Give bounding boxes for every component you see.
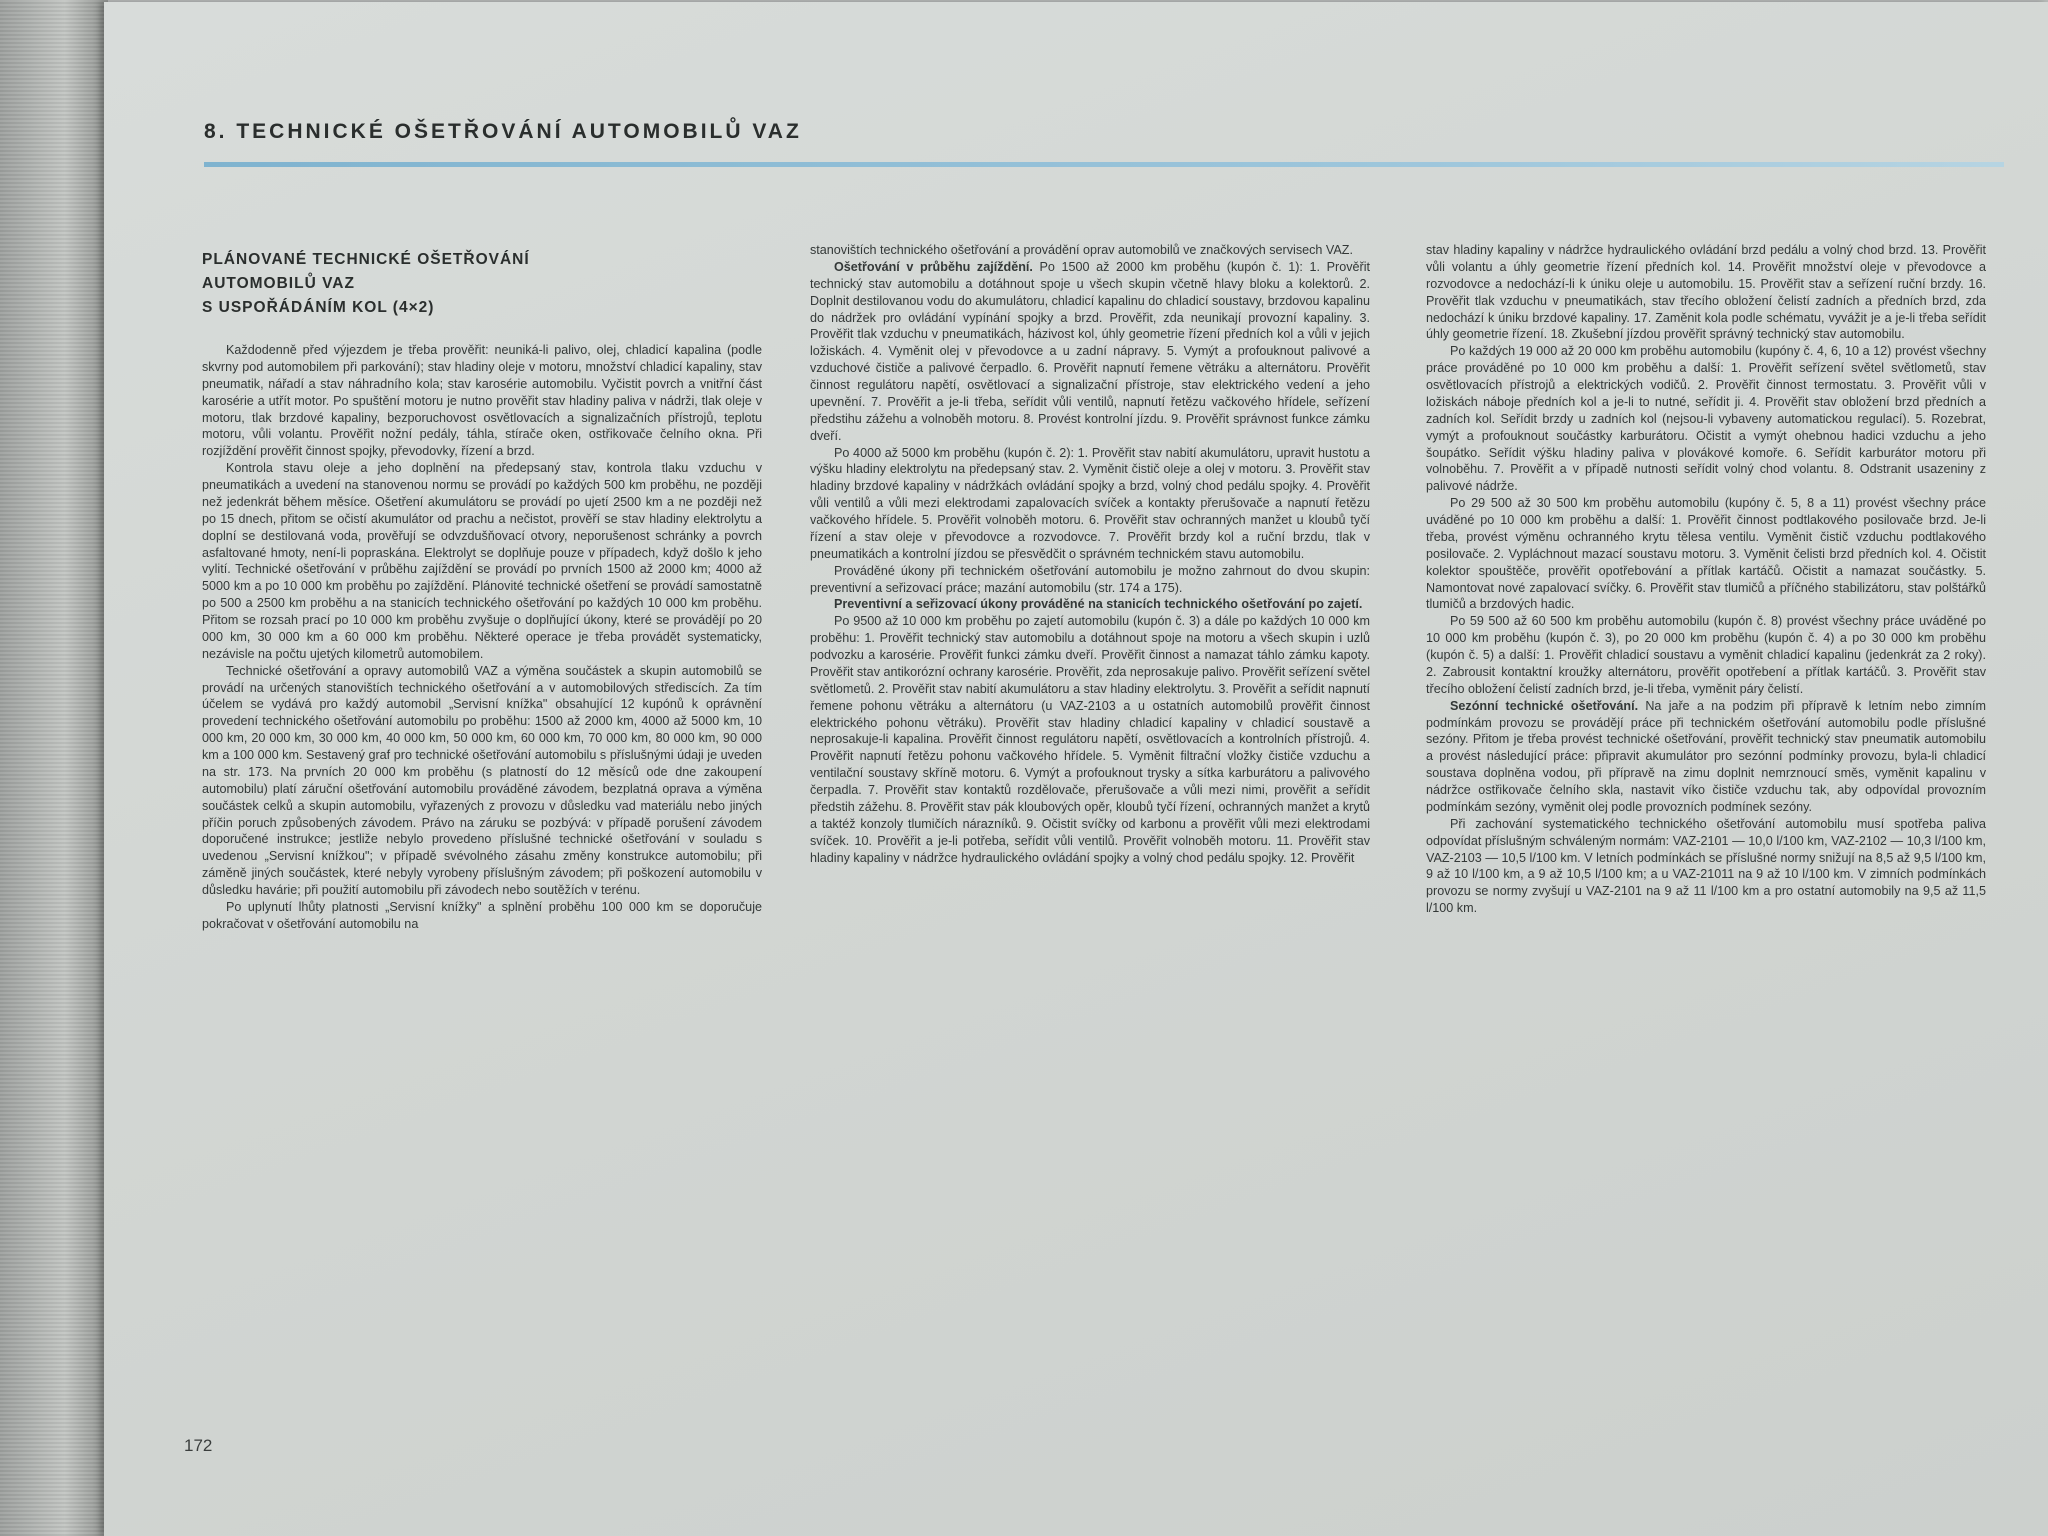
paragraph: stanovištích technického ošetřování a provádění oprav automobilů ve značkových servisech VAZ. xyxy=(810,243,1353,257)
section-title xyxy=(202,248,762,320)
paragraph: Po uplynutí lhůty platnosti „Servisní knížky" a splnění proběhu 100 000 km se doporučuje pokračovat v ošetřování automobilu na xyxy=(202,899,762,931)
paragraph: Kontrola stavu oleje a jeho doplnění na předepsaný stav, kontrola tlaku vzduchu v pneumatikách a uvedení na stanovenou normu se provádí po každých 500 km proběhu, ne později než jedenkrát během měsíce. Ošetření akumulátoru se provádí po ujetí 2500 km a ne později než po 15 dnech, přitom se očistí akumulátor od prachu a nečistot, prověří se stav hladiny elektrolytu a doplní se destilovaná voda, prověřují se odvzdušňovací otvory, neporušenost schránky a povrch asfaltované hmoty, není-li popraskána. Elektrolyt se doplňuje pouze v případech, když došlo k jeho vylití. Technické ošetřování v průběhu zajíždění se provádí po prvních 1500 až 2000 km; 4000 až 5000 km a po 10 000 km proběhu po zajíždění. Plánovité technické ošetření se provádí samostatně po 500 a 2500 km proběhu a na stanicích technického ošetřování po každých 10 000 km proběhu. Přitom se rozsah prací po 10 000 km proběhu zvyšuje o doplňující úkony, které se provádějí po 20 000 km, 30 000 km a 60 000 km proběhu. Některé operace je třeba provádět systematicky, nezávisle na počtu ujetých kilometrů automobilem. xyxy=(202,461,762,661)
paragraph-text: Po 1500 až 2000 km proběhu (kupón č. 1): 1. Prověřit technický stav automobilu a dotáhnout spoje u všech skupin včetně hlavy bloku a kolektorů. 2. Doplnit destilovanou vodu do akumulátoru, chladicí kapalinu do chladicí soustavy, brzdovou kapalinu do nádržek pro ovládání vypínání spojky a brzd. Prověřit, zda neunikají provozní kapaliny. 3. Prověřit tlak vzduchu v pneumatikách, házivost kol, úhly geometrie řízení předních kol a vůli v jejich ložiskách. 4. Vyměnit olej v převodovce a u zadní nápravy. 5. Vymýt a profouknout palivové a vzduchové čističe a palivové čerpadlo. 6. Prověřit napnutí řemene větráku a alternátoru. Prověřit činnost regulátoru napětí, osvětlovací a signalizační přístroje, stav elektrického vedení a jeho upevnění. 7. Prověřit a je-li třeba, seřídit vůli ventilů, napnutí řetězu vačkového hřídele, seřízení předstihu zážehu a volnoběh motoru. 8. Provést kontrolní jízdu. 9. Prověřit správnost funkce zámku dveří. xyxy=(810,259,1370,443)
book-binding xyxy=(0,0,108,1536)
paragraph: Po 9500 až 10 000 km proběhu po zajetí automobilu (kupón č. 3) a dále po každých 10 000 km proběhu: 1. Prověřit technický stav automobilu a dotáhnout spoje na motoru a všech skupin i uzlů podvozku a karosérie. Prověřit funkci zámku dveří. Prověřit činnost a namazat táhlo zámku kapoty. Prověřit stav antikorózní ochrany karosérie. Prověřit, zda neprosakuje palivo. Prověřit seřízení světel světlometů. 2. Prověřit stav nabití akumulátoru a stav hladiny elektrolytu. 3. Prověřit a seřídit napnutí řemene pohonu větráku a alternátoru (u VAZ-2103 a u ostatních automobilů prověřit činnost elektrického pohonu větráku). Prověřit stav hladiny chladicí kapaliny v chladicí soustavě a neprosakuje-li kapalina. Prověřit činnost regulátoru napětí, osvětlovacích a kontrolních přístrojů. 4. Prověřit napnutí řetězu pohonu vačkového hřídele. 5. Vyměnit filtrační vložky čističe vzduchu a ventilační soustavy skříně motoru. 6. Vymýt a profouknout trysky a sítka karburátoru a palivového čerpadla. 7. Prověřit stav kontaktů rozdělovače, přerušovače a vůli mezi nimi, prověřit a seřídit předstih zážehu. 8. Prověřit stav pák kloubových opěr, kloubů tyčí řízení, ochranných manžet a krytů a taktéž konzoly tlumičích nárazníků. 9. Očistit svíčky od karbonu a prověřit vůli mezi elektrodami svíček. 10. Prověřit a je-li potřeba, seřídit vůli ventilů. Prověřit volnoběh motoru. 11. Prověřit stav hladiny kapaliny v nádržce hydraulického ovládání spojky a volný chod pedálu spojky. 12. Prověřit xyxy=(810,614,1370,865)
paragraph xyxy=(1426,698,1986,816)
paragraph xyxy=(810,259,1370,445)
text-column-1 xyxy=(202,242,762,933)
paragraph-text: Na jaře a na podzim při přípravě k letním nebo zimním podmínkám provozu se provádějí práce při technickém ošetřování automobilu podle příslušné sezóny. Přitom je třeba provést technické ošetřování, prověřit technický stav pneumatik automobilu a provést následující práce: připravit akumulátor pro sezónní podmínky provozu, byla-li chladicí soustava doplněna vodou, při přípravě na zimu doplnit nemrznoucí směs, vyměnit kapalinu v nádržce ostřikovače čelního skla, nastavit víko čističe vzduchu tak, aby odpovídal provozním podmínkám sezóny, vyměnit olej podle provozních podmínek sezóny. xyxy=(1426,698,1986,814)
paragraph: Po 4000 až 5000 km proběhu (kupón č. 2): 1. Prověřit stav nabití akumulátoru, upravit hustotu a výšku hladiny elektrolytu na předepsaný stav. 2. Vyměnit čistič oleje a olej v motoru. 3. Prověřit stav hladiny brzdové kapaliny v nádržkách ovládání spojky a brzd, volný chod pedálu spojky. 4. Prověřit vůli ventilů a vůli mezi elektrodami zapalovacích svíček a kontakty přerušovače a napnutí řetězu vačkového hřídele. 5. Prověřit volnoběh motoru. 6. Prověřit stav ochranných manžet u kloubů tyčí řízení a stav oleje v převodovce a rozvodovce. 7. Prověřit brzdy kol a ruční brzdu, tlak v pneumatikách a kontrolní jízdou se přesvědčit o správném technickém stavu automobilu. xyxy=(810,445,1370,561)
text-column-2 xyxy=(810,242,1370,866)
paragraph: Každodenně před výjezdem je třeba prověřit: neuniká-li palivo, olej, chladicí kapalina (podle skvrny pod automobilem při parkování); stav hladiny oleje v motoru, množství chladicí kapaliny, stav pneumatik, nářadí a stav náhradního kola; stav karosérie automobilu. Vyčistit povrch a vnitřní část karosérie a utřít motor. Po spuštění motoru je nutno prověřit stav hladiny paliva v nádrži, tlak oleje v motoru, tlak brzdové kapaliny, bezporuchovost osvětlovacích a signalizačních přístrojů, teplotu motoru, vůli volantu. Prověřit nožní pedály, táhla, stírače oken, ostřikovače čelního okna. Při rozjíždění prověřit činnost spojky, převodovky, řízení a brzd. xyxy=(202,343,762,459)
section-title-line-3: S USPOŘÁDÁNÍM KOL (4×2) xyxy=(202,299,435,317)
subheading: Ošetřování v průběhu zajíždění. xyxy=(834,259,1033,274)
paragraph: Prováděné úkony při technickém ošetřování automobilu je možno zahrnout do dvou skupin: preventivní a seřizovací práce; mazání automobilu (str. 174 a 175). xyxy=(810,563,1370,595)
paragraph: Technické ošetřování a opravy automobilů VAZ a výměna součástek a skupin automobilů se provádí na určených stanovištích technického ošetřování a v automobilových střediscích. Za tím účelem se vydává pro každý automobil „Servisní knížka" obsahující 12 kupónů k oprávnění provedení technického ošetřování automobilu po proběhu: 1500 až 2000 km, 4000 až 5000 km, 10 000 km, 20 000 km, 30 000 km, 40 000 km, 50 000 km, 60 000 km, 70 000 km, 80 000 km, 90 000 km a 100 000 km. Sestavený graf pro technické ošetřování automobilu s příslušnými údaji je uveden na str. 173. Na prvních 20 000 km proběhu (s platností do 12 měsíců ode dne zakoupení automobilu) platí záruční ošetřování automobilu prováděné závodem, bezplatná oprava a výměna součástek celků a skupin automobilu, vyřazených z provozu v důsledku vad materiálu nebo jiných příčin poruch způsobených závodem. Právo na záruku se pozbývá: v případě porušení závodem doporučené instrukce; jestliže nebylo provedeno příslušné technické ošetřování v souladu s uvedenou „Servisní knížkou"; v případě svévolného zásahu změny konstrukce automobilu; při záměně jiných součástek, které nebyly vyrobeny příslušným závodem; při poškození automobilu v důsledku havárie; při použití automobilu při závodech nebo soutěžích v terénu. xyxy=(202,663,762,898)
section-title-line-1: PLÁNOVANÉ TECHNICKÉ OŠETŘOVÁNÍ xyxy=(202,251,530,268)
paragraph: Při zachování systematického technického ošetřování automobilu musí spotřeba paliva odpovídat příslušným schváleným normám: VAZ-2101 — 10,0 l/100 km, VAZ-2102 — 10,3 l/100 km, VAZ-2103 — 10,5 l/100 km. V letních podmínkách se příslušné normy snižují na 8,5 až 9,5 l/100 km, 9 až 10 l/100 km, a 9 až 10,5 l/100 km; a u VAZ-21011 na 9 až 10 l/100 km. V zimních podmínkách provozu se normy zvyšují u VAZ-2101 na 9 až 11 l/100 km a pro ostatní automobily na 9,5 až 11,5 l/100 km. xyxy=(1426,816,1986,916)
subheading: Sezónní technické ošetřování. xyxy=(1450,698,1639,713)
title-rule xyxy=(204,162,2004,167)
book-page xyxy=(104,2,2048,1536)
paragraph: stav hladiny kapaliny v nádržce hydraulického ovládání brzd pedálu a volný chod brzd. 13. Prověřit vůli volantu a úhly geometrie řízení předních kol. 14. Prověřit množství oleje v převodovce a rozvodovce a nedochází-li k úniku oleje u automobilu. 15. Prověřit stav a seřízení ruční brzdy. 16. Prověřit tlak vzduchu v pneumatikách, stav třecího obložení čelistí zadních a předních brzd, zda nedochází k úniku brzdové kapaliny. 17. Zaměnit kola podle schématu, vyvážit je a je-li třeba seřídit úhly geometrie řízení. 18. Zkušební jízdou prověřit správný technický stav automobilu. xyxy=(1426,243,1986,342)
subheading: Preventivní a seřizovací úkony prováděné na stanicích technického ošetřování po zajetí. xyxy=(834,597,1363,612)
page-number: 172 xyxy=(184,1436,213,1455)
text-column-3 xyxy=(1426,242,1986,917)
section-title-line-2: AUTOMOBILŮ VAZ xyxy=(202,275,355,293)
chapter-title: 8. TECHNICKÉ OŠETŘOVÁNÍ AUTOMOBILŮ VAZ xyxy=(204,120,802,143)
paragraph: Po každých 19 000 až 20 000 km proběhu automobilu (kupóny č. 4, 6, 10 a 12) provést všechny práce prováděné po 10 000 km proběhu a další: 1. Prověřit seřízení světel světlometů, stav osvětlovacích přístrojů a elektrických vodičů. 2. Prověřit činnost termostatu. 3. Prověřit vůli v ložiskách náboje předních kol a je-li to nutné, seřídit ji. 4. Prověřit stav obložení brzd předních a zadních kol. Seřídit brzdy u zadních kol (nejsou-li vybaveny automatickou regulací). 5. Rozebrat, vymýt a profouknout součástky karburátoru. Očistit a vymýt ohebnou hadici vzduchu a jeho šoupátko. Seřídit výšku hladiny paliva v plovákové komoře. 6. Seřídit karburátor motoru při volnoběhu. 7. Prověřit a v případě nutnosti seřídit volný chod volantu. 8. Odstranit usazeniny z palivové nádrže. xyxy=(1426,344,1986,494)
paragraph: Po 59 500 až 60 500 km proběhu automobilu (kupón č. 8) provést všechny práce uváděné po 10 000 km proběhu (kupón č. 3), po 20 000 km proběhu (kupón č. 4) a po 30 000 km proběhu (kupón č. 5) a další: 1. Prověřit chladicí soustavu a vyměnit chladicí kapalinu (jedenkrát za 2 roky). 2. Zabrousit kontaktní kroužky alternátoru, prověřit opotřebení a přítlak kartáčů. 3. Prověřit stav třecího obložení čelistí zadních brzd, je-li třeba, vyměnit páry čelistí. xyxy=(1426,614,1986,696)
paragraph: Po 29 500 až 30 500 km proběhu automobilu (kupóny č. 5, 8 a 11) provést všechny práce uváděné po 10 000 km proběhu a další: 1. Prověřit činnost podtlakového posilovače brzd. Je-li třeba, provést výměnu ochranného krytu tělesa ventilu. Vyměnit čistič vzduchu podtlakového posilovače. 2. Vypláchnout mazací soustavu motoru. 3. Vyměnit čelisti brzd předních kol. 4. Očistit kolektor spouštěče, prověřit opotřebování a přítlak kartáčů. Očistit a namazat součástky. 5. Namontovat nové zapalovací svíčky. 6. Prověřit stav tlumičů a příčného stabilizátoru, stav polštářků tlumičů a brzdových hadic. xyxy=(1426,496,1986,612)
